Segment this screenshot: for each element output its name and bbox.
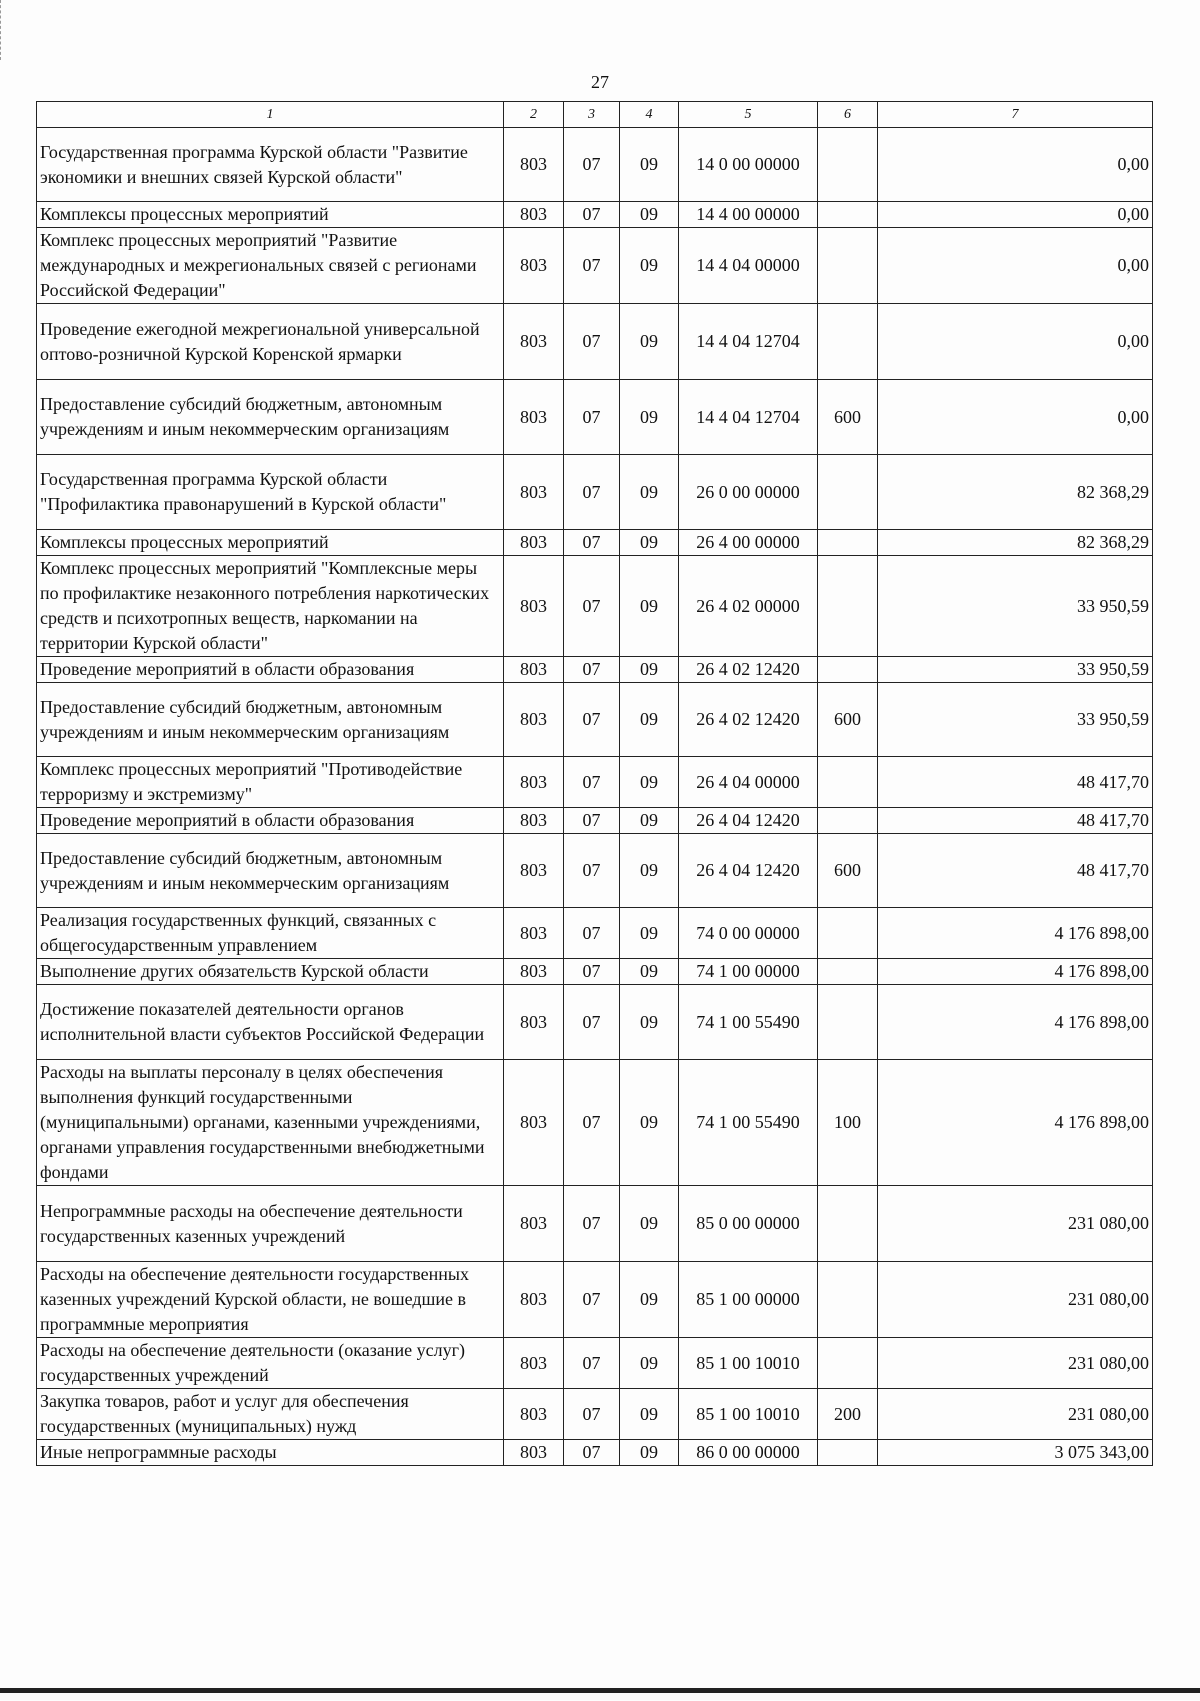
row-code-3: 07 bbox=[564, 530, 620, 556]
row-code-6: 100 bbox=[818, 1060, 878, 1186]
row-code-6 bbox=[818, 657, 878, 683]
row-code-2: 803 bbox=[504, 1262, 564, 1338]
table-row bbox=[37, 228, 1153, 304]
row-amount: 0,00 bbox=[878, 380, 1153, 455]
budget-table bbox=[36, 101, 1153, 1466]
row-code-4: 09 bbox=[620, 530, 679, 556]
row-code-6: 200 bbox=[818, 1389, 878, 1440]
row-name: Расходы на выплаты персоналу в целях обеспечения выполнения функций государственными (муниципальными) органами, казенными учреждениями, органами управления государственными внебюджетными фондами bbox=[37, 1060, 504, 1186]
row-code-4: 09 bbox=[620, 1060, 679, 1186]
row-code-2: 803 bbox=[504, 1389, 564, 1440]
row-code-6 bbox=[818, 1262, 878, 1338]
row-name: Предоставление субсидий бюджетным, автономным учреждениям и иным некоммерческим организациям bbox=[37, 834, 504, 908]
row-code-5: 14 4 04 00000 bbox=[679, 228, 818, 304]
row-code-6 bbox=[818, 556, 878, 657]
table-row bbox=[37, 834, 1153, 908]
table-row bbox=[37, 304, 1153, 380]
table-row bbox=[37, 1060, 1153, 1186]
row-amount: 33 950,59 bbox=[878, 657, 1153, 683]
scan-bottom-edge bbox=[0, 1688, 1200, 1693]
row-code-3: 07 bbox=[564, 202, 620, 228]
row-code-5: 86 0 00 00000 bbox=[679, 1440, 818, 1466]
row-code-5: 85 1 00 10010 bbox=[679, 1338, 818, 1389]
row-code-5: 14 0 00 00000 bbox=[679, 128, 818, 202]
row-amount: 231 080,00 bbox=[878, 1186, 1153, 1262]
row-amount: 4 176 898,00 bbox=[878, 985, 1153, 1060]
row-code-3: 07 bbox=[564, 808, 620, 834]
table-row bbox=[37, 202, 1153, 228]
row-code-3: 07 bbox=[564, 1186, 620, 1262]
row-code-2: 803 bbox=[504, 304, 564, 380]
row-code-3: 07 bbox=[564, 556, 620, 657]
row-code-5: 74 1 00 00000 bbox=[679, 959, 818, 985]
row-code-6 bbox=[818, 1186, 878, 1262]
row-amount: 231 080,00 bbox=[878, 1389, 1153, 1440]
row-code-5: 26 4 04 12420 bbox=[679, 834, 818, 908]
row-code-3: 07 bbox=[564, 1389, 620, 1440]
row-code-5: 85 1 00 10010 bbox=[679, 1389, 818, 1440]
row-code-5: 26 4 02 00000 bbox=[679, 556, 818, 657]
row-code-2: 803 bbox=[504, 808, 564, 834]
column-header-1: 1 bbox=[37, 102, 504, 128]
row-code-6 bbox=[818, 959, 878, 985]
row-code-2: 803 bbox=[504, 556, 564, 657]
row-code-4: 09 bbox=[620, 128, 679, 202]
column-header-5: 5 bbox=[679, 102, 818, 128]
row-code-4: 09 bbox=[620, 228, 679, 304]
row-code-3: 07 bbox=[564, 657, 620, 683]
row-name: Государственная программа Курской области "Развитие экономики и внешних связей Курской области" bbox=[37, 128, 504, 202]
row-code-5: 14 4 04 12704 bbox=[679, 380, 818, 455]
row-code-3: 07 bbox=[564, 1440, 620, 1466]
table-row bbox=[37, 455, 1153, 530]
row-code-2: 803 bbox=[504, 1440, 564, 1466]
row-code-6: 600 bbox=[818, 834, 878, 908]
row-code-2: 803 bbox=[504, 380, 564, 455]
row-code-3: 07 bbox=[564, 380, 620, 455]
row-code-2: 803 bbox=[504, 683, 564, 757]
row-code-4: 09 bbox=[620, 455, 679, 530]
row-code-4: 09 bbox=[620, 757, 679, 808]
row-code-4: 09 bbox=[620, 380, 679, 455]
table-row bbox=[37, 380, 1153, 455]
row-code-5: 85 1 00 00000 bbox=[679, 1262, 818, 1338]
table-row bbox=[37, 1186, 1153, 1262]
column-header-3: 3 bbox=[564, 102, 620, 128]
table-row bbox=[37, 808, 1153, 834]
table-row bbox=[37, 683, 1153, 757]
row-code-4: 09 bbox=[620, 908, 679, 959]
row-name: Выполнение других обязательств Курской области bbox=[37, 959, 504, 985]
table-row bbox=[37, 985, 1153, 1060]
row-code-4: 09 bbox=[620, 1262, 679, 1338]
row-code-4: 09 bbox=[620, 657, 679, 683]
row-code-6 bbox=[818, 455, 878, 530]
column-header-6: 6 bbox=[818, 102, 878, 128]
row-amount: 48 417,70 bbox=[878, 757, 1153, 808]
row-code-2: 803 bbox=[504, 1338, 564, 1389]
row-name: Закупка товаров, работ и услуг для обеспечения государственных (муниципальных) нужд bbox=[37, 1389, 504, 1440]
row-code-6 bbox=[818, 757, 878, 808]
row-amount: 48 417,70 bbox=[878, 834, 1153, 908]
column-header-4: 4 bbox=[620, 102, 679, 128]
row-code-2: 803 bbox=[504, 202, 564, 228]
row-code-3: 07 bbox=[564, 757, 620, 808]
row-code-6: 600 bbox=[818, 683, 878, 757]
row-name: Комплексы процессных мероприятий bbox=[37, 530, 504, 556]
row-code-4: 09 bbox=[620, 959, 679, 985]
row-code-3: 07 bbox=[564, 1338, 620, 1389]
row-name: Предоставление субсидий бюджетным, автономным учреждениям и иным некоммерческим организациям bbox=[37, 683, 504, 757]
row-name: Комплекс процессных мероприятий "Развитие международных и межрегиональных связей с регионами Российской Федерации" bbox=[37, 228, 504, 304]
row-code-5: 74 1 00 55490 bbox=[679, 1060, 818, 1186]
row-name: Государственная программа Курской области "Профилактика правонарушений в Курской области" bbox=[37, 455, 504, 530]
row-code-2: 803 bbox=[504, 1186, 564, 1262]
table-row bbox=[37, 1338, 1153, 1389]
table-row bbox=[37, 530, 1153, 556]
column-header-7: 7 bbox=[878, 102, 1153, 128]
row-name: Реализация государственных функций, связанных с общегосударственным управлением bbox=[37, 908, 504, 959]
row-amount: 0,00 bbox=[878, 304, 1153, 380]
row-code-2: 803 bbox=[504, 908, 564, 959]
row-code-4: 09 bbox=[620, 1440, 679, 1466]
table-row bbox=[37, 908, 1153, 959]
row-code-6 bbox=[818, 304, 878, 380]
row-code-3: 07 bbox=[564, 455, 620, 530]
row-code-3: 07 bbox=[564, 985, 620, 1060]
table-row bbox=[37, 1389, 1153, 1440]
row-code-4: 09 bbox=[620, 834, 679, 908]
row-code-6 bbox=[818, 1440, 878, 1466]
row-code-6 bbox=[818, 128, 878, 202]
column-number-row bbox=[37, 102, 1153, 128]
row-amount: 231 080,00 bbox=[878, 1262, 1153, 1338]
row-name: Расходы на обеспечение деятельности государственных казенных учреждений Курской области, не вошедшие в программные мероприятия bbox=[37, 1262, 504, 1338]
row-code-5: 26 4 00 00000 bbox=[679, 530, 818, 556]
row-name: Комплекс процессных мероприятий "Противодействие терроризму и экстремизму" bbox=[37, 757, 504, 808]
row-name: Комплекс процессных мероприятий "Комплексные меры по профилактике незаконного потребления наркотических средств и психотропных веществ, наркомании на территории Курской области" bbox=[37, 556, 504, 657]
table-row bbox=[37, 657, 1153, 683]
row-code-6 bbox=[818, 908, 878, 959]
row-code-6 bbox=[818, 530, 878, 556]
row-code-4: 09 bbox=[620, 1338, 679, 1389]
table-row bbox=[37, 757, 1153, 808]
row-amount: 0,00 bbox=[878, 128, 1153, 202]
row-name: Иные непрограммные расходы bbox=[37, 1440, 504, 1466]
table-row bbox=[37, 128, 1153, 202]
row-name: Проведение мероприятий в области образования bbox=[37, 657, 504, 683]
table-row bbox=[37, 1440, 1153, 1466]
row-code-2: 803 bbox=[504, 455, 564, 530]
row-amount: 0,00 bbox=[878, 202, 1153, 228]
row-name: Комплексы процессных мероприятий bbox=[37, 202, 504, 228]
row-amount: 4 176 898,00 bbox=[878, 1060, 1153, 1186]
row-code-5: 14 4 00 00000 bbox=[679, 202, 818, 228]
row-code-3: 07 bbox=[564, 959, 620, 985]
row-amount: 48 417,70 bbox=[878, 808, 1153, 834]
row-code-3: 07 bbox=[564, 834, 620, 908]
row-code-4: 09 bbox=[620, 808, 679, 834]
row-amount: 82 368,29 bbox=[878, 530, 1153, 556]
table-row bbox=[37, 556, 1153, 657]
row-code-6 bbox=[818, 808, 878, 834]
row-code-2: 803 bbox=[504, 834, 564, 908]
row-code-3: 07 bbox=[564, 908, 620, 959]
row-code-5: 26 4 02 12420 bbox=[679, 683, 818, 757]
row-code-5: 74 0 00 00000 bbox=[679, 908, 818, 959]
row-code-2: 803 bbox=[504, 959, 564, 985]
row-code-2: 803 bbox=[504, 128, 564, 202]
row-amount: 3 075 343,00 bbox=[878, 1440, 1153, 1466]
row-code-2: 803 bbox=[504, 757, 564, 808]
row-code-5: 26 0 00 00000 bbox=[679, 455, 818, 530]
row-code-4: 09 bbox=[620, 1186, 679, 1262]
row-code-3: 07 bbox=[564, 128, 620, 202]
row-code-4: 09 bbox=[620, 1389, 679, 1440]
scan-edge-mark bbox=[0, 0, 3, 60]
row-code-6 bbox=[818, 228, 878, 304]
row-code-2: 803 bbox=[504, 657, 564, 683]
row-code-4: 09 bbox=[620, 556, 679, 657]
column-header-2: 2 bbox=[504, 102, 564, 128]
row-code-5: 85 0 00 00000 bbox=[679, 1186, 818, 1262]
row-amount: 33 950,59 bbox=[878, 556, 1153, 657]
row-amount: 231 080,00 bbox=[878, 1338, 1153, 1389]
row-code-5: 14 4 04 12704 bbox=[679, 304, 818, 380]
row-name: Непрограммные расходы на обеспечение деятельности государственных казенных учреждений bbox=[37, 1186, 504, 1262]
row-code-6 bbox=[818, 1338, 878, 1389]
row-code-5: 74 1 00 55490 bbox=[679, 985, 818, 1060]
row-code-4: 09 bbox=[620, 985, 679, 1060]
row-code-6: 600 bbox=[818, 380, 878, 455]
row-code-3: 07 bbox=[564, 683, 620, 757]
row-code-6 bbox=[818, 202, 878, 228]
row-amount: 0,00 bbox=[878, 228, 1153, 304]
row-code-5: 26 4 04 00000 bbox=[679, 757, 818, 808]
row-name: Проведение ежегодной межрегиональной универсальной оптово-розничной Курской Коренской ярмарки bbox=[37, 304, 504, 380]
table-row bbox=[37, 959, 1153, 985]
row-code-3: 07 bbox=[564, 1060, 620, 1186]
row-code-3: 07 bbox=[564, 304, 620, 380]
row-name: Предоставление субсидий бюджетным, автономным учреждениям и иным некоммерческим организациям bbox=[37, 380, 504, 455]
row-code-5: 26 4 04 12420 bbox=[679, 808, 818, 834]
row-code-2: 803 bbox=[504, 1060, 564, 1186]
row-amount: 4 176 898,00 bbox=[878, 908, 1153, 959]
row-code-2: 803 bbox=[504, 530, 564, 556]
row-code-4: 09 bbox=[620, 202, 679, 228]
table-row bbox=[37, 1262, 1153, 1338]
row-amount: 82 368,29 bbox=[878, 455, 1153, 530]
row-amount: 4 176 898,00 bbox=[878, 959, 1153, 985]
row-code-3: 07 bbox=[564, 228, 620, 304]
row-code-4: 09 bbox=[620, 304, 679, 380]
row-code-2: 803 bbox=[504, 985, 564, 1060]
page-number: 27 bbox=[591, 72, 609, 92]
row-name: Расходы на обеспечение деятельности (оказание услуг) государственных учреждений bbox=[37, 1338, 504, 1389]
row-name: Проведение мероприятий в области образования bbox=[37, 808, 504, 834]
row-code-6 bbox=[818, 985, 878, 1060]
row-code-3: 07 bbox=[564, 1262, 620, 1338]
row-code-2: 803 bbox=[504, 228, 564, 304]
row-code-4: 09 bbox=[620, 683, 679, 757]
row-name: Достижение показателей деятельности органов исполнительной власти субъектов Российской Федерации bbox=[37, 985, 504, 1060]
row-amount: 33 950,59 bbox=[878, 683, 1153, 757]
row-code-5: 26 4 02 12420 bbox=[679, 657, 818, 683]
